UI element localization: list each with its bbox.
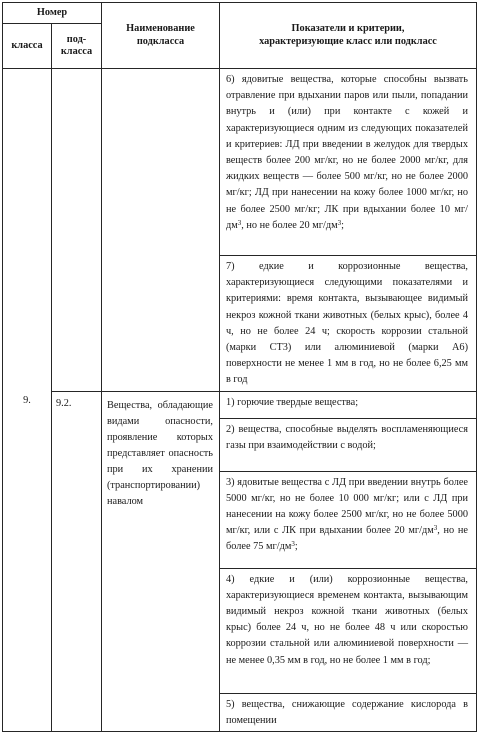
criteria-sub-item-3-text-end: ; xyxy=(294,541,298,553)
header-criteria-line2: характеризующие класс или подкласс xyxy=(259,35,437,47)
class-number: 9. xyxy=(23,394,31,406)
subclass-name-cell xyxy=(102,391,220,731)
header-subclass-name xyxy=(102,3,220,69)
classification-table xyxy=(2,2,477,732)
header-subclass-line1: под- xyxy=(66,33,87,45)
criteria-item-7-text: 7) едкие и коррозионные вещества, характеризующиеся следующими показателями и критериями: время контакта, вызывающее видимый некроз кожной ткани животных (белых крыс), более 4 ч, но не более 24 ч; скорость коррозии стальной (марки СТ3) или алюминиевой (марки А6) поверхности не менее 1 мм в год, но не более 6,25 мм в год xyxy=(226,261,468,386)
criteria-sub-item-1 xyxy=(220,391,477,418)
criteria-item-7 xyxy=(220,256,477,392)
header-criteria xyxy=(220,3,477,69)
header-number-group: Номер xyxy=(3,3,102,24)
criteria-sub-item-1-text: 1) горючие твердые вещества; xyxy=(226,396,359,408)
header-class: класса xyxy=(3,24,52,69)
class-number-cell xyxy=(3,69,52,732)
subclass-number-cell xyxy=(52,391,102,731)
header-criteria-line1: Показатели и критерии, xyxy=(291,23,405,34)
criteria-item-6 xyxy=(220,69,477,256)
criteria-sub-item-4-text: 4) едкие и (или) коррозионные вещества, характеризующиеся временем контакта, вызывающим видимый некроз кожной ткани животных (белых крыс) более 24 ч, но не более 48 ч или скоростью коррозии стальной или алюминиевой поверхности — не менее 0,35 мм в год, но не более 1 мм в год; xyxy=(226,573,468,666)
criteria-sub-item-4 xyxy=(220,568,477,693)
criteria-sub-item-3 xyxy=(220,471,477,568)
header-subclass-name-line2: подкласса xyxy=(136,35,185,47)
criteria-item-6-text-end: ; xyxy=(341,219,345,231)
header-subclass-line2: класса xyxy=(60,46,93,57)
criteria-sub-item-2 xyxy=(220,418,477,471)
subclass-name: Вещества, обладающие видами опасности, проявление которых представляет опасность при их хранении (транспортировании) навалом xyxy=(107,399,213,508)
criteria-sub-item-2-text: 2) вещества, способные выделять воспламеняющиеся газы при взаимодействии с водой; xyxy=(226,423,468,451)
header-subclass-name-line1: Наименование xyxy=(126,23,195,34)
criteria-item-6-sup2: 3 xyxy=(337,218,342,227)
criteria-item-6-text: 6) ядовитые вещества, которые способны вызвать отравление при вдыхании паров или пыли, попадании внутрь и (или) при контакте с кожей и характеризующиеся одним из следующих показателей и критериев: ЛД при введении в желудок для твердых веществ более 200 мг/кг, но не более 2000 мг/кг, для жидких веществ — более 500 мг/кг, но не более 2000 мг/кг; ЛД при нанесении на кожу более 1000 мг/кг, но не более 2500 мг/кг; ЛК при вдыхании более 10 мг/дм xyxy=(226,74,468,231)
subclass-number: 9.2. xyxy=(56,397,72,409)
criteria-item-6-sup1: 3 xyxy=(237,218,242,227)
subclass-name-empty-cell xyxy=(102,69,220,392)
criteria-sub-item-3-sup2: 3 xyxy=(291,540,295,549)
criteria-sub-item-3-text-mid: , но не более 75 мг/дм xyxy=(226,525,468,553)
criteria-sub-item-5-text: 5) вещества, снижающие содержание кислорода в помещении xyxy=(226,698,468,726)
criteria-item-6-text-mid: , но не более 20 мг/дм xyxy=(241,219,338,231)
subclass-empty-cell xyxy=(52,69,102,392)
criteria-sub-item-3-text: 3) ядовитые вещества с ЛД при введении внутрь более 5000 мг/кг, но не более 10 000 мг/кг; или с ЛД при нанесении на кожу более 2500 мг/кг, но не более 5000 мг/кг, или с ЛК при вдыхании более 20 мг/дм xyxy=(226,476,468,537)
header-subclass xyxy=(52,24,102,69)
criteria-sub-item-5 xyxy=(220,693,477,731)
criteria-sub-item-3-sup1: 3 xyxy=(433,524,438,533)
